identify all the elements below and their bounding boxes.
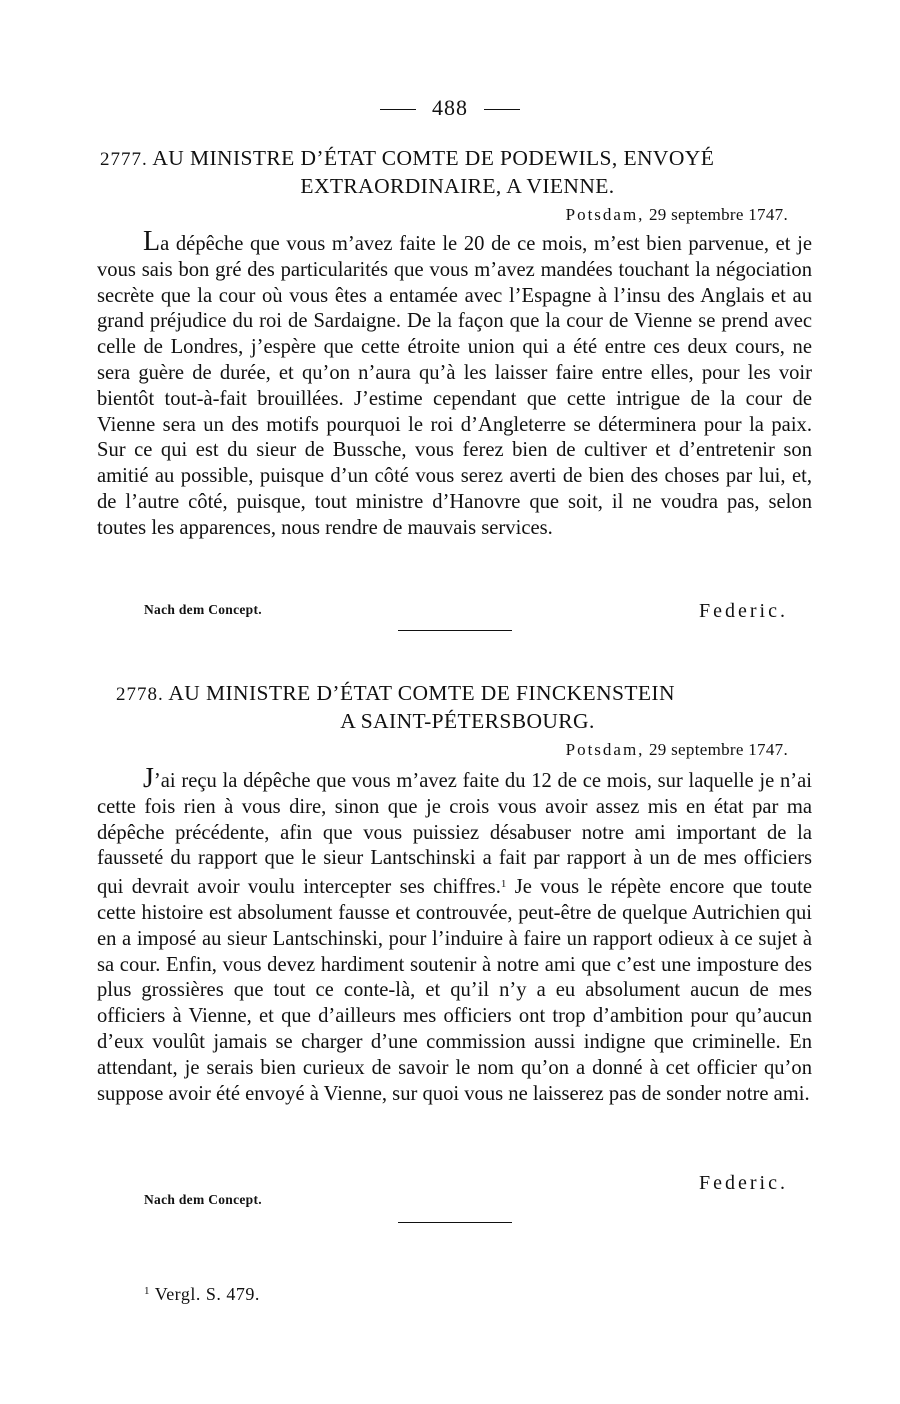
- dateline-place: Potsdam,: [565, 740, 645, 759]
- drop-cap: J: [143, 763, 154, 794]
- letter-body: [97, 226, 812, 542]
- footnote-marker: 1: [144, 1285, 150, 1297]
- page-number-dash-left: [380, 109, 416, 110]
- page-number: [0, 95, 900, 121]
- letter-body-text-part1: ’ai reçu la dépêche que vous m’avez faite du 12 de ce mois, sur laquelle je n’ai cette fois rien à vous dire, sinon que je crois vous avoir assez mis en état par ma dépêche précédente, afin que vous puissiez désabuser notre ami important de la fausseté du rapport que le sieur Lantschinski a fait par rapport à un de mes officiers qui devrait avoir voulu intercepter ses chiffres.: [97, 770, 812, 899]
- letter-number: 2777.: [100, 149, 148, 170]
- letter-body-text: a dépêche que vous m’avez faite le 20 de ce mois, m’est bien parvenue, et je vous sais bon gré des particularités que vous m’avez mandées touchant la négociation secrète que la cour où vous êtes a entamée avec l’Espagne à l’insu des Anglais et au grand préjudice du roi de Sardaigne. De la façon que la cour de Vienne se prend avec celle de Londres, j’espère que cette étroite union qui a été entre ces deux cours, ne sera guère de durée, et qu’on n’aura qu’à les laisser faire entre elles, pour les voir bientôt tout-à-fait brouillées. J’estime cependant que cette intrigue de la cour de Vienne sera un des motifs pourquoi le roi d’Angleterre se déterminera pour la paix. Sur ce qui est du sieur de Bussche, vous ferez bien de cultiver et d’entretenir son amitié au possible, puisque d’un côté vous serez averti de bien des choses par lui, et, de l’autre côté, puisque, tout ministre d’Hanovre que soit, il ne voudra pas, selon toutes les apparences, nous rendre de mauvais services.: [97, 233, 812, 539]
- dateline-place: Potsdam,: [565, 205, 645, 224]
- letter-heading: [100, 680, 815, 734]
- letter-heading-line2: EXTRAORDINAIRE, A VIENNE.: [300, 174, 615, 198]
- letter-separator: [398, 1222, 512, 1223]
- page-number-dash-right: [484, 109, 520, 110]
- letter-body-text-part2: Je vous le répète encore que toute cette histoire est absolument fausse et controuvée, peut-être de quelque Autrichien qui en a imposé au sieur Lantschinski, pour l’induire à faire un rapport odieux à ce sujet à sa cour. Enfin, vous devez hardiment soutenir à notre ami que c’est une imposture des plus grossières que tout ce conte-là, et qu’il n’y a eu absolument aucun de mes officiers à Vienne, et que d’ailleurs mes officiers ont trop d’ambition pour qu’aucun d’eux voulût jamais se charger d’une commission aussi indigne que criminelle. En attendant, je serais bien curieux de savoir le nom qu’on a donné à cet officier qu’on suppose avoir été envoyé à Vienne, sur quoi vous ne laisserez pas de sonder notre ami.: [97, 876, 812, 1105]
- dateline-date: 29 septembre 1747.: [648, 740, 788, 759]
- letter-separator: [398, 630, 512, 631]
- letter-dateline: [566, 740, 788, 760]
- dateline-date: 29 septembre 1747.: [648, 205, 788, 224]
- page-number-text: 488: [432, 95, 468, 120]
- signature: Federic.: [699, 600, 788, 622]
- footnote: [144, 1284, 260, 1305]
- footnote-text: Vergl. S. 479.: [154, 1284, 260, 1304]
- drop-cap: L: [143, 226, 161, 257]
- footnote-reference: 1: [500, 878, 507, 891]
- letter-body: [97, 763, 812, 1107]
- letter-dateline: [566, 205, 788, 225]
- source-note: Nach dem Concept.: [144, 1192, 262, 1207]
- signature: Federic.: [699, 1172, 788, 1194]
- letter-heading: [100, 145, 815, 199]
- letter-heading-line1: AU MINISTRE D’ÉTAT COMTE DE FINCKENSTEIN: [168, 681, 675, 705]
- source-note: Nach dem Concept.: [144, 602, 262, 617]
- letter-heading-line1: AU MINISTRE D’ÉTAT COMTE DE PODEWILS, ENVOYÉ: [152, 146, 715, 170]
- letter-heading-line2: A SAINT-PÉTERSBOURG.: [340, 709, 595, 733]
- letter-number: 2778.: [116, 684, 164, 705]
